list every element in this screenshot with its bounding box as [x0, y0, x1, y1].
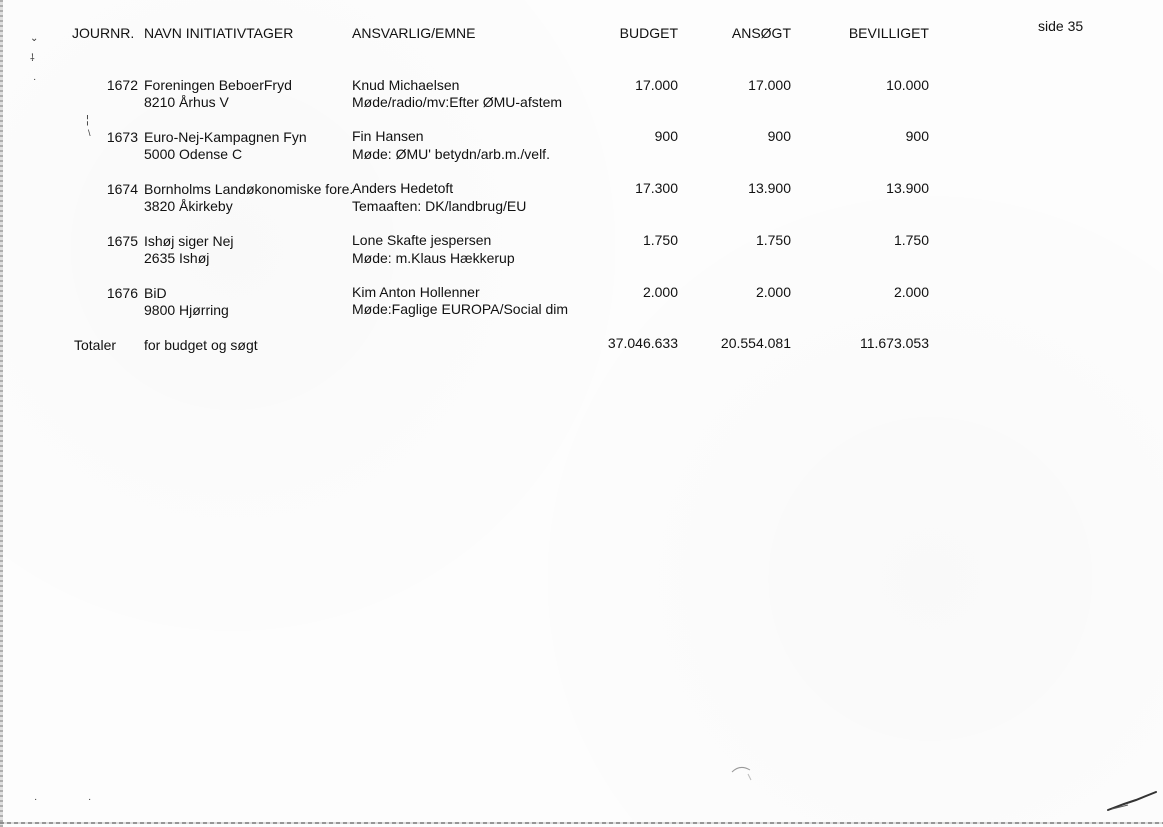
budget-value: 2.000 — [642, 284, 678, 300]
ansogt-value: 1.750 — [755, 232, 791, 248]
responsible-person: Anders Hedetoft — [352, 180, 454, 196]
totals-label: Totaler — [74, 337, 117, 353]
ansogt-value: 2.000 — [755, 284, 791, 300]
scan-mark: · — [88, 794, 92, 805]
budget-value: 1.750 — [642, 232, 678, 248]
scan-mark: · — [34, 794, 38, 805]
budget-value: 900 — [654, 128, 678, 144]
journal-number: 1673 — [106, 129, 138, 145]
initiator-name: Bornholms Landøkonomiske fore. — [144, 181, 354, 197]
initiator-city: 8210 Århus V — [144, 94, 229, 110]
initiator-name: Ishøj siger Nej — [144, 233, 234, 249]
scan-left-edge — [0, 0, 3, 827]
scan-mark: ⸸ — [30, 53, 35, 64]
scan-mark: \ — [88, 128, 91, 138]
responsible-person: Fin Hansen — [352, 128, 424, 144]
column-header-journr: JOURNR. — [72, 25, 135, 41]
bevilliget-value: 13.900 — [886, 180, 929, 196]
initiator-name: BiD — [144, 285, 167, 301]
responsible-person: Kim Anton Hollenner — [352, 284, 480, 300]
topic: Møde/radio/mv:Efter ØMU-afstem — [352, 94, 563, 110]
journal-number: 1676 — [106, 285, 138, 301]
initiator-city: 5000 Odense C — [144, 146, 243, 162]
totals-description: for budget og søgt — [144, 337, 258, 353]
column-header-budget: BUDGET — [619, 25, 678, 41]
responsible-person: Lone Skafte jespersen — [352, 232, 492, 248]
initiator-city: 9800 Hjørring — [144, 302, 229, 318]
topic: Møde: ØMU' betydn/arb.m./velf. — [352, 146, 550, 162]
ansogt-value: 900 — [767, 128, 791, 144]
total-ansogt-value: 20.554.081 — [720, 335, 791, 351]
column-header-ansvarlig: ANSVARLIG/EMNE — [352, 25, 476, 41]
pen-stroke-mark — [1106, 790, 1158, 812]
page-number: side 35 — [1038, 18, 1084, 34]
journal-number: 1675 — [106, 233, 138, 249]
bevilliget-value: 1.750 — [893, 232, 929, 248]
bevilliget-value: 10.000 — [886, 77, 929, 93]
journal-number: 1672 — [106, 77, 138, 93]
budget-value: 17.300 — [635, 180, 678, 196]
scan-mark: ⌄ — [30, 33, 39, 44]
total-budget-value: 37.046.633 — [607, 335, 678, 351]
initiator-city: 2635 Ishøj — [144, 250, 210, 266]
responsible-person: Knud Michaelsen — [352, 77, 460, 93]
initiator-city: 3820 Åkirkeby — [144, 198, 233, 214]
bevilliget-value: 900 — [905, 128, 929, 144]
budget-value: 17.000 — [635, 77, 678, 93]
initiator-name: Foreningen BeboerFryd — [144, 77, 292, 93]
column-header-bevilliget: BEVILLIGET — [848, 25, 929, 41]
column-header-ansogt: ANSØGT — [731, 25, 791, 41]
topic: Temaaften: DK/landbrug/EU — [352, 198, 527, 214]
scan-mark: ¦ — [86, 114, 89, 126]
ansogt-value: 13.900 — [748, 180, 791, 196]
column-header-navn: NAVN INITIATIVTAGER — [144, 25, 294, 41]
scan-mark: · — [33, 74, 37, 85]
topic: Møde: m.Klaus Hækkerup — [352, 250, 515, 266]
scan-smudge — [730, 764, 754, 784]
initiator-name: Euro-Nej-Kampagnen Fyn — [144, 129, 307, 145]
topic: Møde:Faglige EUROPA/Social dim — [352, 301, 569, 317]
scan-bottom-line — [0, 822, 1163, 824]
bevilliget-value: 2.000 — [893, 284, 929, 300]
total-bevilliget-value: 11.673.053 — [859, 335, 929, 351]
journal-number: 1674 — [106, 181, 138, 197]
ansogt-value: 17.000 — [748, 77, 791, 93]
